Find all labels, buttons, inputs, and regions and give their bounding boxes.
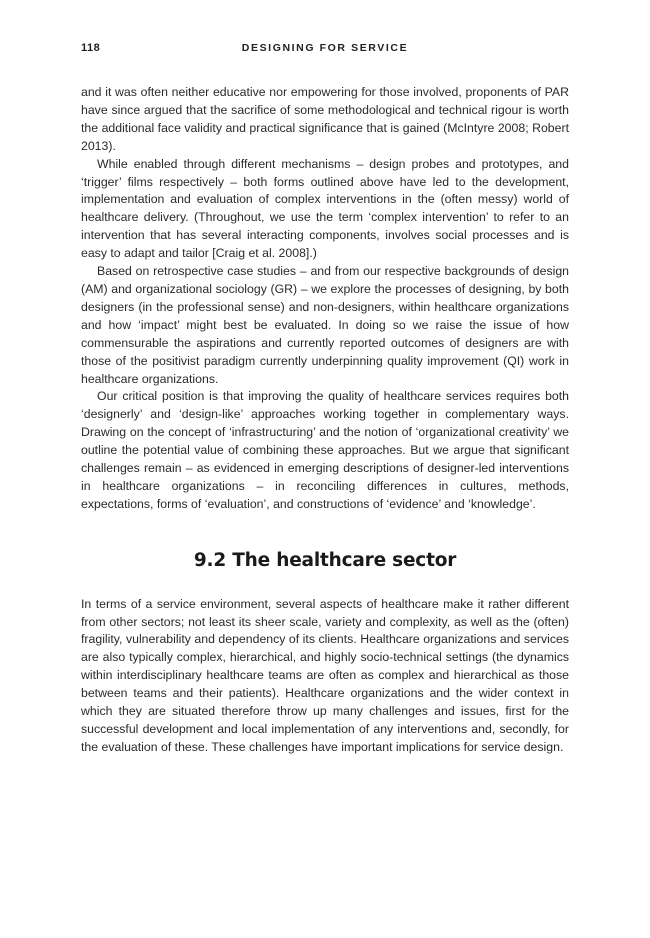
page-number: 118 (81, 42, 101, 54)
paragraph-critical-position: Our critical position is that improving the quality of healthcare services requires both ‘designerly’ and ‘design-like’ approaches working together in complementary ways. Drawing on the concept of ‘infrastructuring’ and the notion of ‘organizational creativity’ we outline the potential value of combining these approaches. But we argue that significant challenges remain – as evidenced in emerging descriptions of designer-led interventions in healthcare organizations – in reconciling differences in cultures, methods, expectations, forms of ‘evaluation’, and constructions of ‘evidence’ and ‘knowledge’. (81, 389, 569, 511)
paragraph-healthcare-sector: In terms of a service environment, several aspects of healthcare make it rather different from other sectors; not least its sheer scale, variety and complexity, as well as the (often) fragility, vulnerability and dependency of its clients. Healthcare organizations and services are also typically complex, hierarchical, and highly socio-technical settings (the dynamics within interdisciplinary healthcare teams are often as complex and hierarchical as those between teams and their patients). Healthcare organizations and the wider context in which they are situated therefore throw up many challenges and issues, first for the successful development and local implementation of any interventions and, secondly, for the evaluation of these. These challenges have important implications for service design. (81, 596, 569, 754)
paragraph-case-studies: Based on retrospective case studies – and from our respective backgrounds of design (AM) and organizational sociology (GR) – we explore the processes of designing, by both designers (in the professional sense) and non-designers, within healthcare organizations and how ‘impact’ might best be evaluated. In doing so we raise the issue of how commensurable the aspirations and currently reported outcomes of designers are with those of the positivist paradigm currently underpinning quality improvement (QI) work in healthcare organizations. (81, 264, 569, 386)
running-title: DESIGNING FOR SERVICE (241, 42, 409, 54)
paragraph-continued: and it was often neither educative nor empowering for those involved, proponents of PAR have since argued that the sacrifice of some methodological and technical rigour is worth the additional face validity and practical significance that is gained (McIntyre 2008; Robert 2013). (81, 85, 569, 153)
paragraph-mechanisms: While enabled through different mechanisms – design probes and prototypes, and ‘trigger’ films respectively – both forms outlined above have led to the development, implementation and evaluation of complex interventions in the (often messy) world of healthcare delivery. (Throughout, we use the term ‘complex intervention’ to refer to an intervention that has several interacting components, involves social processes and is easy to adapt and tailor [Craig et al. 2008].) (81, 156, 569, 261)
section-heading: 9.2 The healthcare sector (193, 549, 457, 571)
running-header (81, 42, 569, 58)
body-text (81, 84, 569, 757)
